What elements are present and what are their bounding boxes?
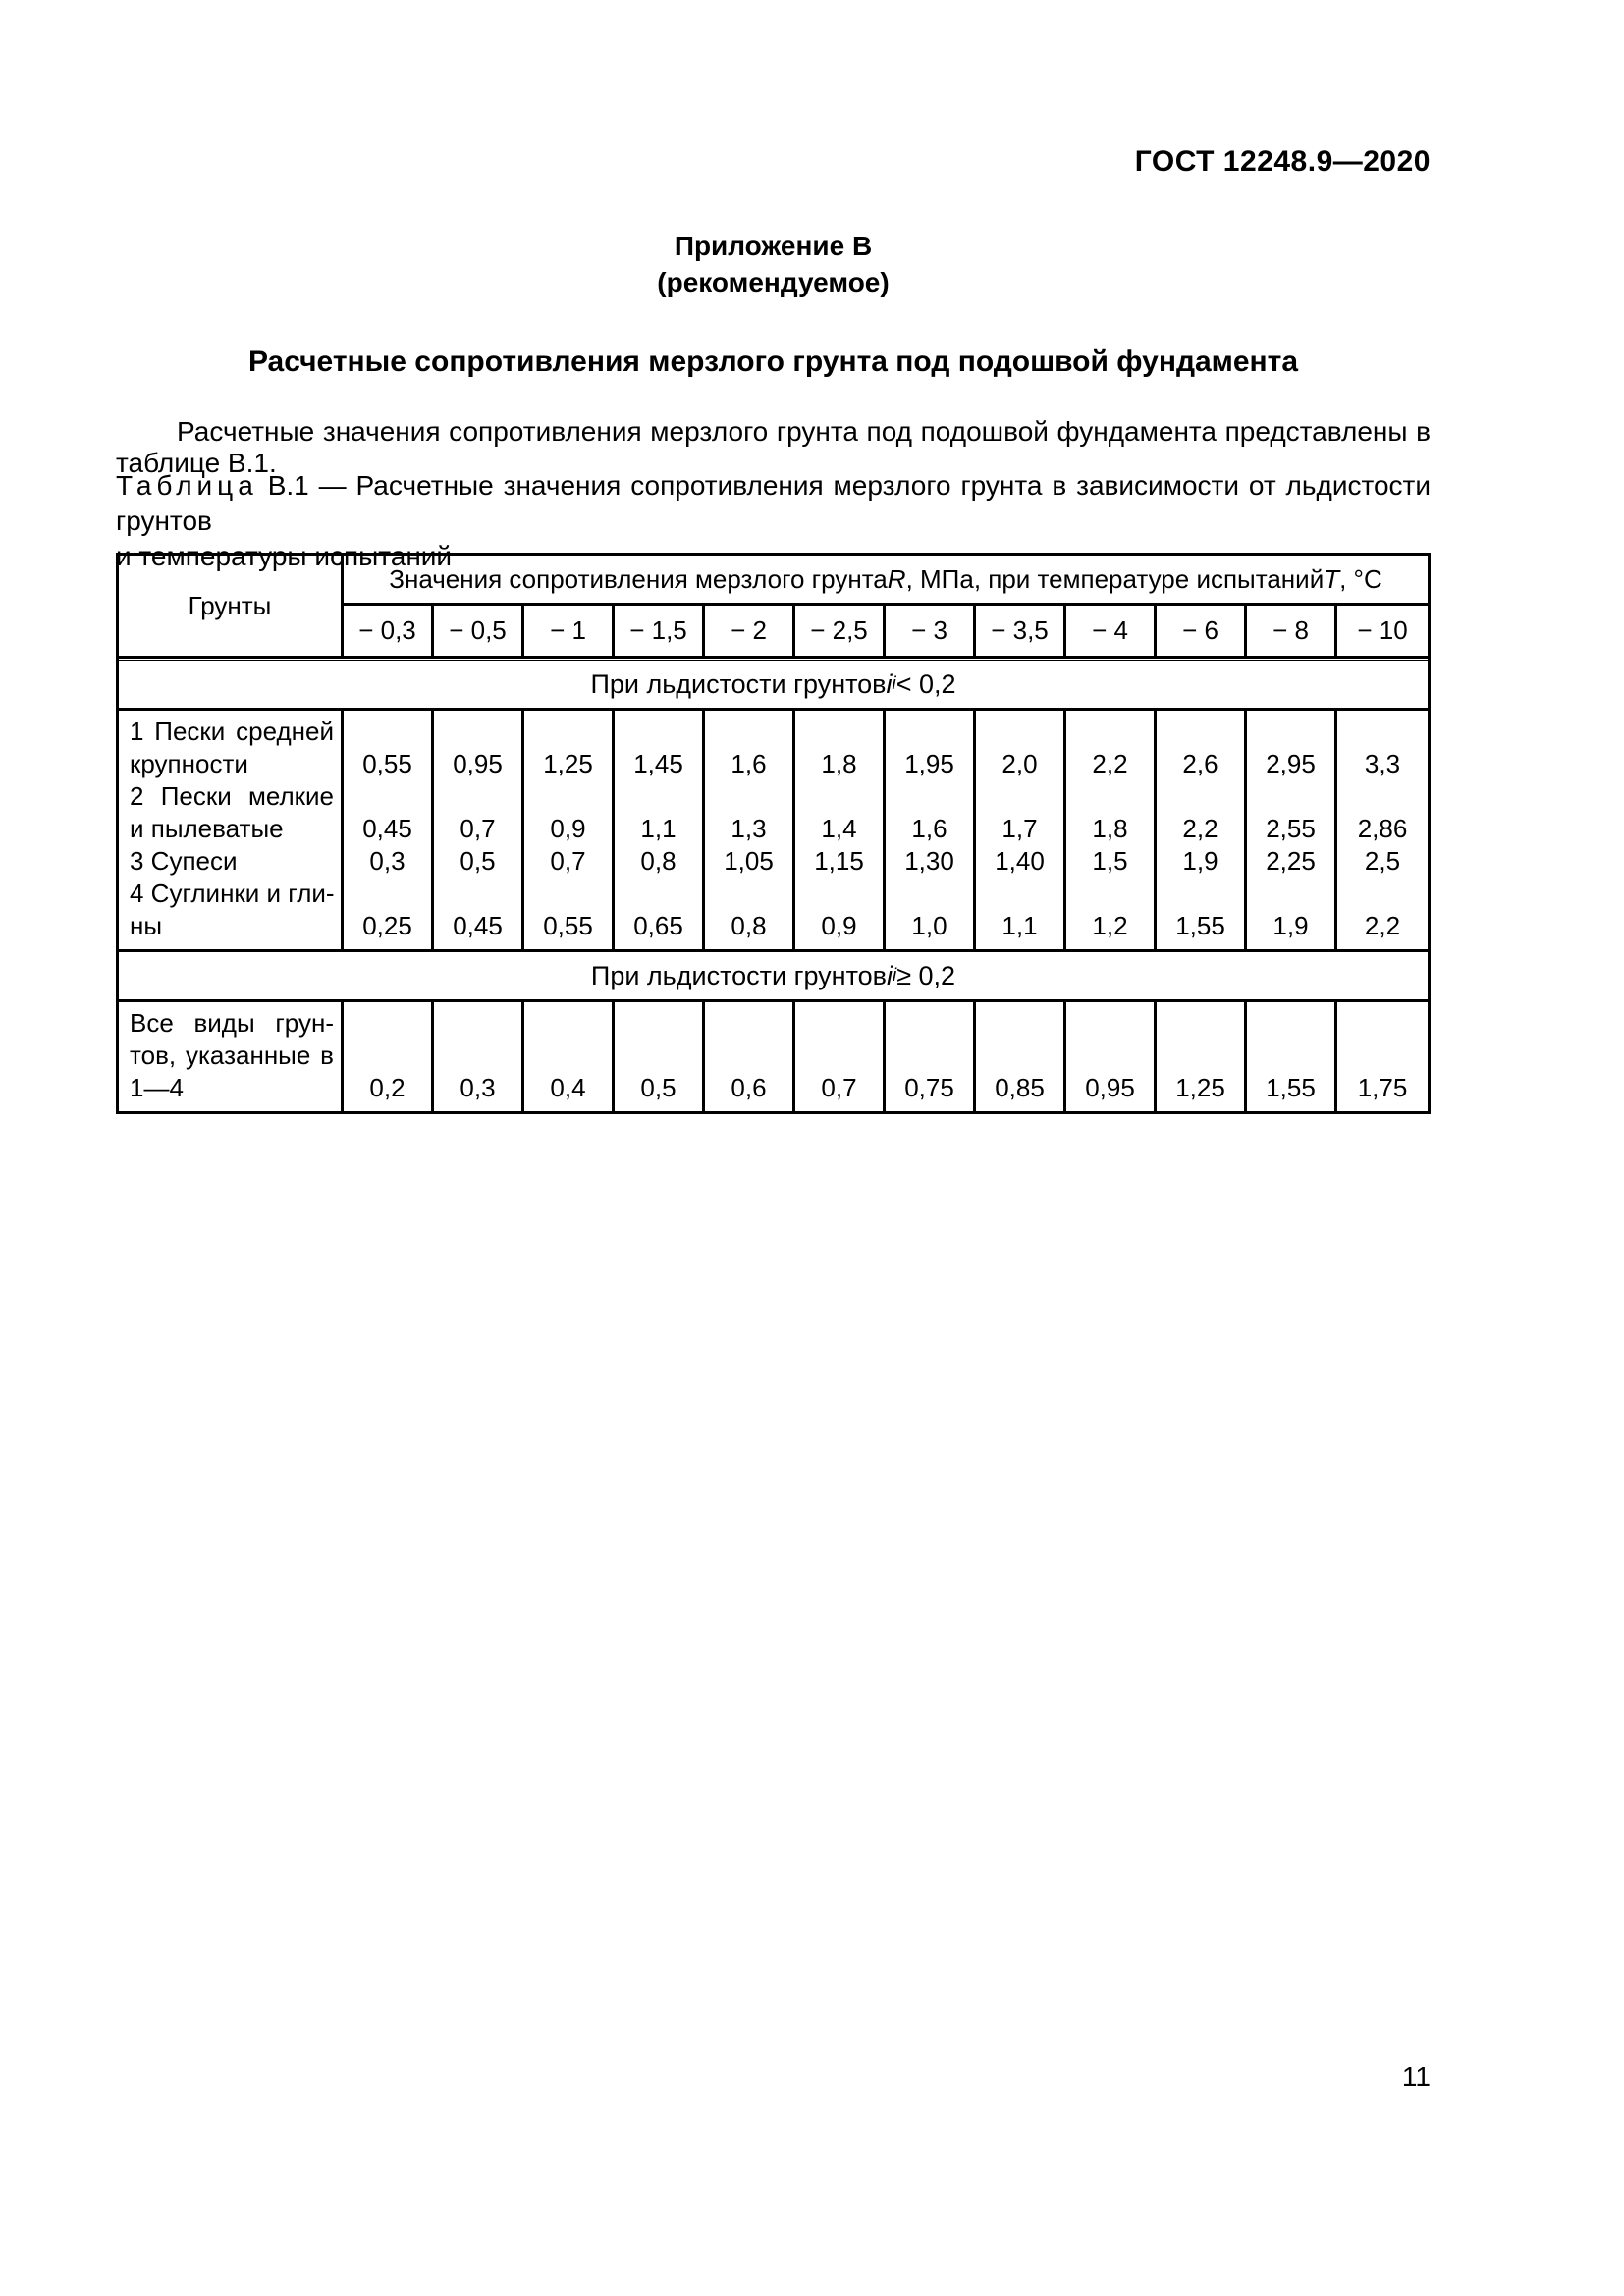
empty-line <box>524 878 612 910</box>
value-column <box>524 1002 615 1111</box>
empty-line <box>1066 780 1154 813</box>
value-cell: 1,30 <box>904 846 954 876</box>
intro-paragraph: Расчетные значения сопротивления мерзлого грунта под подошвой фундамента представлены в таблице В.1. <box>116 416 1431 478</box>
section-high-ice <box>119 952 1428 1002</box>
value-cell: 2,6 <box>1182 749 1218 778</box>
value-column <box>1066 711 1157 949</box>
temp-header-cell: − 1 <box>524 606 615 656</box>
value-column <box>615 1002 705 1111</box>
value-column <box>615 711 705 949</box>
value-column <box>795 1002 886 1111</box>
empty-line <box>1066 878 1154 910</box>
grounds-label-line: 4 Суглинки и гли- <box>130 879 335 908</box>
text-part: i <box>893 965 897 986</box>
low-ice-block <box>119 711 1428 952</box>
value-cell: 1,7 <box>1001 814 1038 843</box>
value-column <box>1337 1002 1428 1111</box>
value-column <box>1066 1002 1157 1111</box>
value-cell: 1,15 <box>814 846 864 876</box>
empty-line <box>1157 878 1244 910</box>
table-caption-rest: В.1 — Расчетные значения сопротивления мерзлого грунта в зависимости от льдистости грунтов <box>116 470 1432 536</box>
value-column <box>976 1002 1066 1111</box>
value-cell: 0,4 <box>550 1073 586 1102</box>
value-cell: 2,95 <box>1266 749 1316 778</box>
empty-line <box>1247 1007 1334 1040</box>
empty-line <box>705 1007 792 1040</box>
empty-line <box>1337 878 1428 910</box>
value-cell: 1,9 <box>1272 911 1309 940</box>
grounds-label-cell <box>119 1002 344 1111</box>
value-column <box>434 1002 524 1111</box>
table-caption-word: Таблица <box>116 470 258 501</box>
empty-line <box>705 716 792 748</box>
empty-line <box>1066 1007 1154 1040</box>
text-part: ≥ 0,2 <box>896 960 956 990</box>
grounds-label-line: и пылеватые <box>130 814 284 843</box>
value-cell: 1,2 <box>1092 911 1128 940</box>
value-cell: 3,3 <box>1364 749 1401 778</box>
value-cell: 1,3 <box>731 814 767 843</box>
grounds-label-cell <box>119 711 344 949</box>
value-cell: 1,5 <box>1092 846 1128 876</box>
page-number: 11 <box>1401 2061 1431 2092</box>
empty-line <box>1337 716 1428 748</box>
empty-line <box>976 878 1063 910</box>
value-cell: 2,2 <box>1092 749 1128 778</box>
value-cell: 0,8 <box>731 911 767 940</box>
value-cell: 1,4 <box>821 814 857 843</box>
value-cell: 0,8 <box>640 846 677 876</box>
empty-line <box>434 780 521 813</box>
value-cell: 1,1 <box>640 814 677 843</box>
value-cell: 0,75 <box>904 1073 954 1102</box>
value-column <box>1157 711 1247 949</box>
table-head <box>119 556 1428 659</box>
value-cell: 1,45 <box>633 749 683 778</box>
value-cell: 0,5 <box>460 846 496 876</box>
value-cell: 2,5 <box>1364 846 1401 876</box>
value-cell: 0,55 <box>362 749 412 778</box>
value-cell: 1,55 <box>1266 1073 1316 1102</box>
text-part: i <box>892 673 896 694</box>
empty-line <box>344 780 431 813</box>
empty-line <box>886 1007 973 1040</box>
empty-line <box>886 1040 973 1072</box>
text-part: , °С <box>1339 563 1382 594</box>
empty-line <box>1157 716 1244 748</box>
appendix-heading <box>116 228 1431 300</box>
empty-line <box>1066 716 1154 748</box>
grounds-label-line: ны <box>130 911 163 940</box>
text-part: Значения сопротивления мерзлого грунта <box>389 563 888 594</box>
value-cell: 1,0 <box>911 911 947 940</box>
temp-header-cell: − 2 <box>705 606 795 656</box>
grounds-label-line: Все виды грун- <box>130 1008 334 1038</box>
empty-line <box>1247 878 1334 910</box>
empty-line <box>1157 780 1244 813</box>
page-title: Расчетные сопротивления мерзлого грунта под подошвой фундамента <box>247 346 1299 378</box>
content-area <box>116 0 1431 2296</box>
value-cell: 0,85 <box>995 1073 1045 1102</box>
value-cell: 2,25 <box>1266 846 1316 876</box>
value-cell: 1,05 <box>724 846 774 876</box>
empty-line <box>615 716 702 748</box>
value-cell: 1,6 <box>911 814 947 843</box>
value-cell: 1,8 <box>821 749 857 778</box>
value-cell: 1,55 <box>1175 911 1225 940</box>
section-low-ice <box>119 661 1428 711</box>
empty-line <box>1157 1040 1244 1072</box>
empty-line <box>886 780 973 813</box>
value-cell: 1,1 <box>1001 911 1038 940</box>
value-cell: 0,55 <box>543 911 593 940</box>
value-column <box>1157 1002 1247 1111</box>
value-column <box>886 1002 976 1111</box>
value-cell: 0,45 <box>362 814 412 843</box>
empty-line <box>1066 1040 1154 1072</box>
value-cell: 2,2 <box>1364 911 1401 940</box>
empty-line <box>705 780 792 813</box>
text-part: < 0,2 <box>895 668 956 699</box>
value-cell: 1,6 <box>731 749 767 778</box>
value-cell: 1,8 <box>1092 814 1128 843</box>
resistance-table <box>116 553 1431 1114</box>
empty-line <box>1337 1040 1428 1072</box>
empty-line <box>1337 780 1428 813</box>
text-part: T <box>1324 563 1340 594</box>
value-column <box>976 711 1066 949</box>
value-cell: 2,0 <box>1001 749 1038 778</box>
empty-line <box>434 716 521 748</box>
value-cell: 1,40 <box>995 846 1045 876</box>
empty-line <box>524 780 612 813</box>
temp-header-cell: − 0,5 <box>434 606 524 656</box>
empty-line <box>976 716 1063 748</box>
value-cell: 1,25 <box>1175 1073 1225 1102</box>
value-column <box>886 711 976 949</box>
temp-header-cell: − 4 <box>1066 606 1157 656</box>
empty-line <box>795 780 883 813</box>
empty-line <box>524 1040 612 1072</box>
value-column <box>705 1002 795 1111</box>
value-cell: 0,7 <box>821 1073 857 1102</box>
value-cell: 0,45 <box>453 911 503 940</box>
empty-line <box>344 1040 431 1072</box>
value-cell: 2,2 <box>1182 814 1218 843</box>
empty-line <box>1157 1007 1244 1040</box>
value-cell: 0,9 <box>821 911 857 940</box>
empty-line <box>976 1040 1063 1072</box>
grounds-label-line: 2 Пески мелкие <box>130 781 334 811</box>
table-caption-line1 <box>116 468 1431 539</box>
empty-line <box>434 1007 521 1040</box>
empty-line <box>344 1007 431 1040</box>
empty-line <box>976 780 1063 813</box>
value-cell: 0,9 <box>550 814 586 843</box>
value-cell: 0,25 <box>362 911 412 940</box>
value-cell: 2,86 <box>1357 814 1408 843</box>
value-cell: 0,95 <box>453 749 503 778</box>
temp-header-cell: − 3 <box>886 606 976 656</box>
grounds-label-line: 1—4 <box>130 1073 184 1102</box>
empty-line <box>615 878 702 910</box>
value-cell: 1,9 <box>1182 846 1218 876</box>
text-part: i <box>886 668 893 699</box>
empty-line <box>795 1040 883 1072</box>
temp-header-cell: − 0,3 <box>344 606 434 656</box>
value-cell: 1,25 <box>543 749 593 778</box>
text-part: R <box>887 563 906 594</box>
temp-header-cell: − 6 <box>1157 606 1247 656</box>
empty-line <box>1247 716 1334 748</box>
grounds-label-line: 3 Супеси <box>130 846 238 876</box>
value-column <box>344 711 434 949</box>
grounds-label-line: крупности <box>130 749 248 778</box>
value-cell: 0,6 <box>731 1073 767 1102</box>
value-cell: 0,3 <box>369 846 406 876</box>
empty-line <box>795 1007 883 1040</box>
table-caption-line2: и температуры испытаний <box>116 541 453 571</box>
doc-code: ГОСТ 12248.9—2020 <box>1134 145 1431 178</box>
value-column <box>705 711 795 949</box>
grounds-label-line: тов, указанные в <box>130 1041 334 1070</box>
value-column <box>1247 711 1337 949</box>
empty-line <box>705 1040 792 1072</box>
value-cell: 1,75 <box>1357 1073 1408 1102</box>
empty-line <box>795 878 883 910</box>
text-part: , МПа, при температуре испытаний <box>905 563 1325 594</box>
empty-line <box>1247 1040 1334 1072</box>
empty-line <box>434 1040 521 1072</box>
values-header-cell <box>344 556 1428 606</box>
value-cell: 0,3 <box>460 1073 496 1102</box>
value-cell: 0,2 <box>369 1073 406 1102</box>
temp-header-cell: − 3,5 <box>976 606 1066 656</box>
text-part: При льдистости грунтов <box>590 668 887 699</box>
empty-line <box>886 716 973 748</box>
empty-line <box>705 878 792 910</box>
grounds-header-cell: Грунты <box>119 556 344 656</box>
empty-line <box>344 878 431 910</box>
value-column <box>524 711 615 949</box>
temp-header-cell: − 2,5 <box>795 606 886 656</box>
value-cell: 2,55 <box>1266 814 1316 843</box>
empty-line <box>976 1007 1063 1040</box>
temp-header-cell: − 10 <box>1357 615 1408 645</box>
empty-line <box>615 780 702 813</box>
value-cell: 0,95 <box>1085 1073 1135 1102</box>
value-cell: 0,7 <box>550 846 586 876</box>
value-column <box>434 711 524 949</box>
appendix-label: Приложение В <box>674 231 873 261</box>
empty-line <box>1337 1007 1428 1040</box>
empty-line <box>886 878 973 910</box>
empty-line <box>524 1007 612 1040</box>
temp-header-cell: − 8 <box>1247 606 1337 656</box>
value-column <box>795 711 886 949</box>
text-part: При льдистости грунтов <box>590 960 888 990</box>
grounds-label-line: 1 Пески средней <box>130 717 334 746</box>
empty-line <box>524 716 612 748</box>
empty-line <box>795 716 883 748</box>
value-cell: 0,5 <box>640 1073 677 1102</box>
value-column <box>1337 711 1428 949</box>
value-column <box>1247 1002 1337 1111</box>
empty-line <box>434 878 521 910</box>
value-cell: 0,65 <box>633 911 683 940</box>
high-ice-block <box>119 1002 1428 1111</box>
temp-header-cell: − 1,5 <box>615 606 705 656</box>
empty-line <box>615 1040 702 1072</box>
value-column <box>344 1002 434 1111</box>
appendix-kind: (рекомендуемое) <box>657 267 890 297</box>
value-cell: 0,7 <box>460 814 496 843</box>
value-cell: 1,95 <box>904 749 954 778</box>
empty-line <box>344 716 431 748</box>
empty-line <box>1247 780 1334 813</box>
empty-line <box>615 1007 702 1040</box>
text-part: i <box>887 960 893 990</box>
